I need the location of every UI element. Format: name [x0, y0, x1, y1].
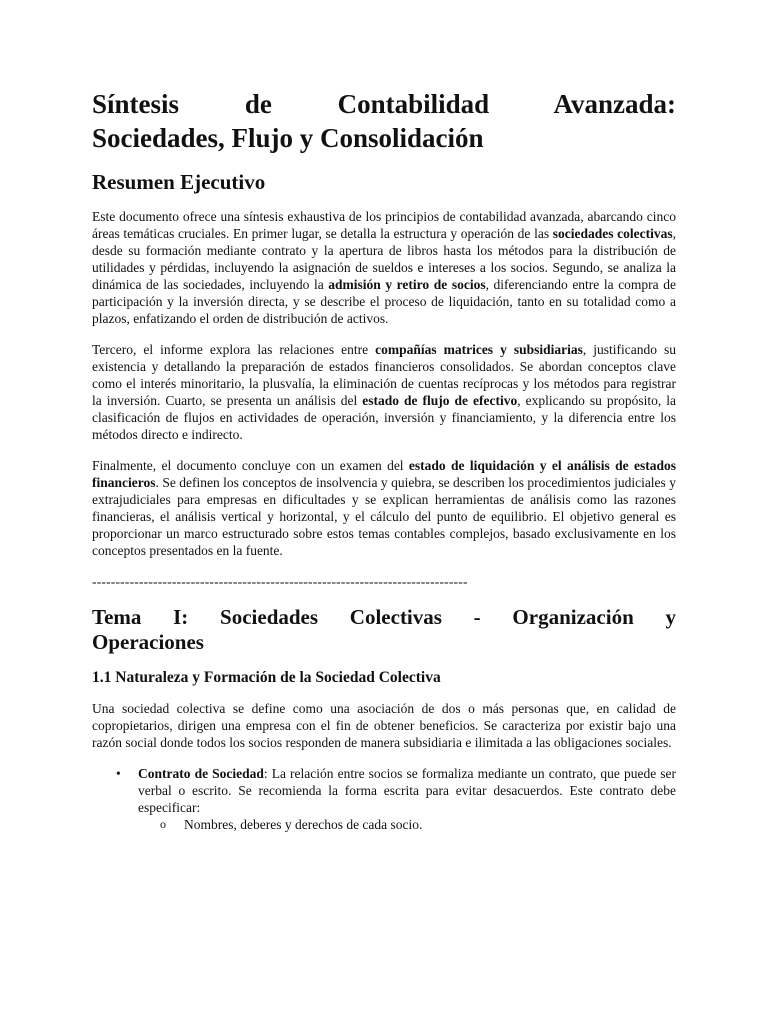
document-title-line2: Sociedades, Flujo y Consolidación: [92, 123, 484, 153]
sub-list-item: [160, 816, 676, 833]
subsection-heading: 1.1 Naturaleza y Formación de la Sociedad Colectiva: [92, 669, 441, 686]
p1-text-2: , desde su formación mediante contrato y la apertura de libros hasta los métodos para la distribución de utilidades y pérdidas, incluyendo la asignación de sueldos e intereses a los socios. Segundo, se analiza la dinámica de las sociedades, incluyendo la: [92, 226, 676, 292]
paragraph-2: [92, 341, 676, 443]
sub-list: [138, 816, 676, 833]
p2-text-1: Tercero, el informe explora las relaciones entre: [92, 342, 376, 357]
bullet-list: [92, 765, 676, 833]
p2-text-2: , justificando su existencia y detallando la preparación de estados financieros consolidados. Se abordan conceptos clave como el interés minoritario, la plusvalía, la eliminación de cuentas recíprocas y los métodos para registrar la inversión. Cuarto, se presenta un análisis del: [92, 342, 676, 408]
paragraph-3: [92, 457, 676, 559]
p1-text-3: , diferenciando entre la compra de participación y la inversión directa, y se describe el proceso de liquidación, tanto en su totalidad como a plazos, enfatizando el orden de distribución de activos.: [92, 277, 676, 326]
paragraph-1: [92, 208, 676, 327]
bullet-bold-label: Contrato de Sociedad: [138, 766, 264, 781]
section-heading-resumen: Resumen Ejecutivo: [92, 170, 266, 194]
p1-bold-1: sociedades colectivas: [552, 226, 673, 241]
document-title-line1: Síntesis de Contabilidad Avanzada:: [92, 89, 676, 119]
p3-text-2: . Se definen los conceptos de insolvencia y quiebra, se describen los procedimientos judiciales y extrajudiciales para empresas en dificultades y se explican herramientas de análisis como las razones financieras, el análisis vertical y horizontal, y el cálculo del punto de equilibrio. El objetivo general es proporcionar un marco estructurado sobre estos temas contables complejos, basado exclusivamente en los conceptos presentados en la fuente.: [92, 475, 676, 558]
p2-bold-2: estado de flujo de efectivo: [362, 393, 518, 408]
p2-text-3: , explicando su propósito, la clasificación de flujos en actividades de operación, inversión y financiamiento, y la diferencia entre los métodos directo e indirecto.: [92, 393, 677, 442]
list-item: [116, 765, 676, 833]
theme-heading-line1: Tema I: Sociedades Colectivas - Organización y: [92, 605, 676, 629]
bullet-text: : La relación entre socios se formaliza mediante un contrato, que puede ser verbal o escrito. Se recomienda la forma escrita para evitar desacuerdos. Este contrato debe especificar:: [138, 766, 676, 815]
sub-bullet-marker: o: [160, 817, 166, 831]
horizontal-rule: --------------------------------------------------------------------------------: [92, 574, 468, 589]
paragraph-4: Una sociedad colectiva se define como una asociación de dos o más personas que, en calidad de copropietarios, dirigen una empresa con el fin de obtener beneficios. Se caracteriza por existir bajo una razón social donde todos los socios responden de manera subsidiaria e ilimitada a las obligaciones sociales.: [92, 701, 676, 750]
bullet-marker: •: [116, 766, 121, 781]
sub-item-text: Nombres, deberes y derechos de cada socio.: [184, 817, 423, 832]
p1-text-1: Este documento ofrece una síntesis exhaustiva de los principios de contabilidad avanzada, abarcando cinco áreas temáticas cruciales. En primer lugar, se detalla la estructura y operación de las: [92, 209, 676, 241]
p3-text-1: Finalmente, el documento concluye con un examen del: [92, 458, 409, 473]
document-title: [92, 87, 676, 155]
theme-heading: [92, 605, 676, 655]
p3-bold-1: estado de liquidación y el análisis de estados financieros: [92, 458, 676, 490]
theme-heading-line2: Operaciones: [92, 630, 204, 654]
p2-bold-1: compañías matrices y subsidiarias: [375, 342, 583, 357]
p1-bold-2: admisión y retiro de socios: [328, 277, 486, 292]
